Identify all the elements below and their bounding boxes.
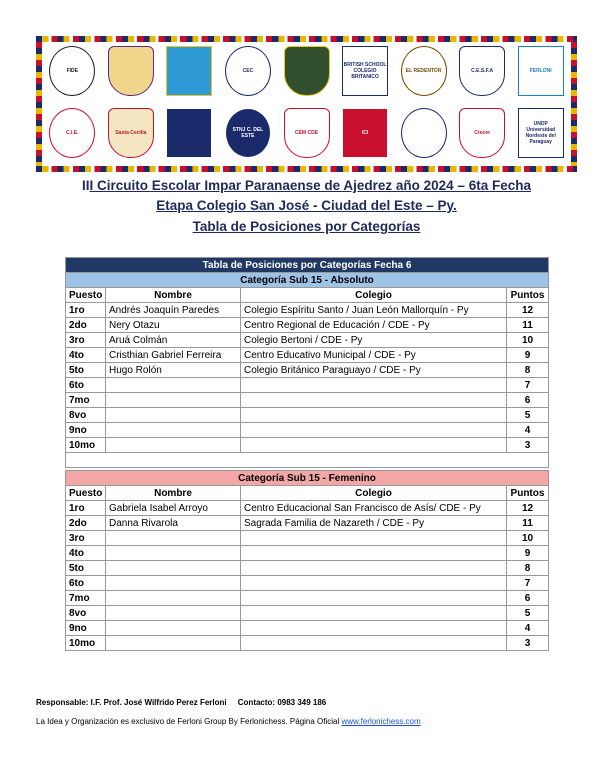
cell-colegio [241,378,507,393]
cell-nombre [106,576,241,591]
website-link[interactable]: www.ferlonichess.com [341,717,421,726]
ferloni-logo-caption: FERLONI [529,68,552,74]
cell-colegio: Centro Regional de Educación / CDE - Py [241,318,507,333]
col-header-colegio: Colegio [241,288,507,303]
cell-nombre [106,438,241,453]
table-row [66,636,549,651]
cell-puesto: 3ro [66,531,106,546]
col-header-nombre: Nombre [106,288,241,303]
table-main-header: Tabla de Posiciones por Categorías Fecha 6 [66,258,549,273]
col-header-colegio: Colegio [241,486,507,501]
cell-puesto: 6to [66,576,106,591]
school-crest-1 [108,46,154,96]
cell-nombre [106,408,241,423]
cell-nombre [106,531,241,546]
cell-colegio [241,591,507,606]
cell-puesto: 1ro [66,303,106,318]
cell-colegio [241,636,507,651]
crecer-logo [459,108,505,158]
cell-colegio: Colegio Bertoni / CDE - Py [241,333,507,348]
cell-puntos: 9 [507,348,549,363]
cell-puesto: 10mo [66,438,106,453]
banner-border-left [36,42,42,166]
ici-logo-caption: ICI [361,130,369,136]
cell-puntos: 11 [507,516,549,531]
cell-puntos: 7 [507,378,549,393]
cell-puesto: 4to [66,348,106,363]
cell-nombre [106,591,241,606]
cell-colegio [241,438,507,453]
cell-puesto: 9no [66,621,106,636]
cell-nombre [106,546,241,561]
cell-nombre: Nery Otazu [106,318,241,333]
cell-puntos: 12 [507,303,549,318]
col-header-puesto: Puesto [66,288,106,303]
cell-colegio: Colegio Británico Paraguayo / CDE - Py [241,363,507,378]
cem-logo [284,108,330,158]
table-row [66,303,549,318]
cell-puntos: 11 [507,318,549,333]
ferloni-logo [518,46,564,96]
cell-colegio [241,606,507,621]
cell-nombre: Danna Rivarola [106,516,241,531]
cell-puntos: 9 [507,546,549,561]
cell-puntos: 12 [507,501,549,516]
cell-puesto: 8vo [66,408,106,423]
cem-logo-caption: CEM CDE [294,130,319,136]
colegio-crest-3 [166,108,212,158]
cell-colegio [241,561,507,576]
col-header-nombre: Nombre [106,486,241,501]
rows-femenino [66,501,549,651]
cell-colegio [241,546,507,561]
cell-nombre [106,606,241,621]
table-spacer [66,453,549,468]
cell-nombre [106,393,241,408]
col-header-puntos: Puntos [507,486,549,501]
cell-puntos: 7 [507,576,549,591]
cie-logo [49,108,95,158]
school-crest-2 [166,46,212,96]
cesfa-logo [459,46,505,96]
cell-puesto: 2do [66,318,106,333]
cell-nombre: Aruá Colmán [106,333,241,348]
cell-puntos: 6 [507,591,549,606]
table-row [66,333,549,348]
el-redentor-logo [401,46,447,96]
sponsor-logo-banner [36,36,577,172]
chess-club-logo [284,46,330,96]
cell-colegio [241,531,507,546]
document-heading: Tabla de Posiciones por Categorías [192,219,421,234]
undp-logo-caption: UNDP Universidad Nordeste del Paraguay [525,121,556,145]
stnj-logo-caption: STNJ C. DEL ESTE [232,127,264,139]
responsible-label: Responsable: I.F. Prof. José Wilfrido Perez Ferloni [36,698,227,707]
cell-puntos: 8 [507,561,549,576]
book-crest-logo [401,108,447,158]
cell-nombre [106,378,241,393]
cell-puesto: 7mo [66,591,106,606]
cell-puntos: 10 [507,531,549,546]
cell-nombre [106,561,241,576]
cell-puesto: 7mo [66,393,106,408]
table-row [66,516,549,531]
cell-nombre: Andrés Joaquín Paredes [106,303,241,318]
cell-colegio: Sagrada Familia de Nazareth / CDE - Py [241,516,507,531]
cell-nombre [106,636,241,651]
table-row [66,408,549,423]
fide-logo [49,46,95,96]
cell-puntos: 5 [507,606,549,621]
crecer-logo-caption: Crecer [474,130,491,136]
santa-cecilia-logo [108,108,154,158]
cec-logo [225,46,271,96]
cell-puntos: 3 [507,636,549,651]
category-header-absoluto: Categoría Sub 15 - Absoluto [66,273,549,288]
cell-puesto: 6to [66,378,106,393]
table-row [66,606,549,621]
santa-cecilia-logo-caption: Santa Cecilia [115,130,147,136]
footer-idea [36,717,421,726]
cell-colegio [241,393,507,408]
stnj-logo [225,108,271,158]
cell-nombre: Gabriela Isabel Arroyo [106,501,241,516]
cell-puesto: 9no [66,423,106,438]
table-row [66,423,549,438]
cell-puntos: 8 [507,363,549,378]
standings-table-absoluto [65,257,549,468]
cell-puesto: 3ro [66,333,106,348]
cell-nombre [106,621,241,636]
cell-colegio [241,408,507,423]
cie-logo-caption: C.I.E. [66,130,79,136]
cec-logo-caption: CEC [242,68,254,74]
table-row [66,546,549,561]
table-row [66,501,549,516]
el-redentor-logo-caption: EL REDENTOR [405,68,442,74]
document-subtitle: Etapa Colegio San José - Ciudad del Este – Py. [156,198,457,213]
table-row [66,621,549,636]
cell-colegio: Colegio Espíritu Santo / Juan León Mallorquín - Py [241,303,507,318]
category-header-femenino: Categoría Sub 15 - Femenino [66,471,549,486]
british-school-logo-caption: BRITISH SCHOOL COLEGIO BRITANICO [343,62,387,80]
cell-puesto: 5to [66,561,106,576]
cell-nombre: Hugo Rolón [106,363,241,378]
ici-logo [342,108,388,158]
cell-puesto: 2do [66,516,106,531]
contact-label: Contacto: 0983 349 186 [237,698,327,707]
banner-border-right [571,42,577,166]
cell-puesto: 10mo [66,636,106,651]
col-header-puntos: Puntos [507,288,549,303]
cell-colegio: Centro Educacional San Francisco de Asís/ CDE - Py [241,501,507,516]
cell-nombre: Cristhian Gabriel Ferreira [106,348,241,363]
table-row [66,363,549,378]
table-row [66,561,549,576]
cell-puesto: 4to [66,546,106,561]
cell-puntos: 3 [507,438,549,453]
cesfa-logo-caption: C.E.S.F.A [471,68,494,74]
cell-puntos: 4 [507,621,549,636]
idea-text: La Idea y Organización es exclusivo de Ferloni Group By Ferlonichess. Página Oficial [36,717,340,726]
cell-puesto: 1ro [66,501,106,516]
cell-puesto: 8vo [66,606,106,621]
table-row [66,378,549,393]
table-row [66,318,549,333]
table-row [66,393,549,408]
cell-puesto: 5to [66,363,106,378]
table-row [66,348,549,363]
footer-responsible [36,698,326,707]
table-row [66,591,549,606]
col-header-puesto: Puesto [66,486,106,501]
undp-logo [518,108,564,158]
table-row [66,576,549,591]
british-school-logo [342,46,388,96]
document-title: III Circuito Escolar Impar Paranaense de Ajedrez año 2024 – 6ta Fecha [82,178,531,193]
fide-logo-caption: FIDE [66,68,78,74]
cell-nombre [106,423,241,438]
standings-table-femenino [65,470,549,651]
cell-colegio [241,621,507,636]
rows-absoluto [66,303,549,453]
cell-puntos: 6 [507,393,549,408]
cell-colegio: Centro Educativo Municipal / CDE - Py [241,348,507,363]
table-row [66,531,549,546]
table-row [66,438,549,453]
cell-puntos: 5 [507,408,549,423]
cell-puntos: 4 [507,423,549,438]
cell-colegio [241,576,507,591]
cell-colegio [241,423,507,438]
cell-puntos: 10 [507,333,549,348]
